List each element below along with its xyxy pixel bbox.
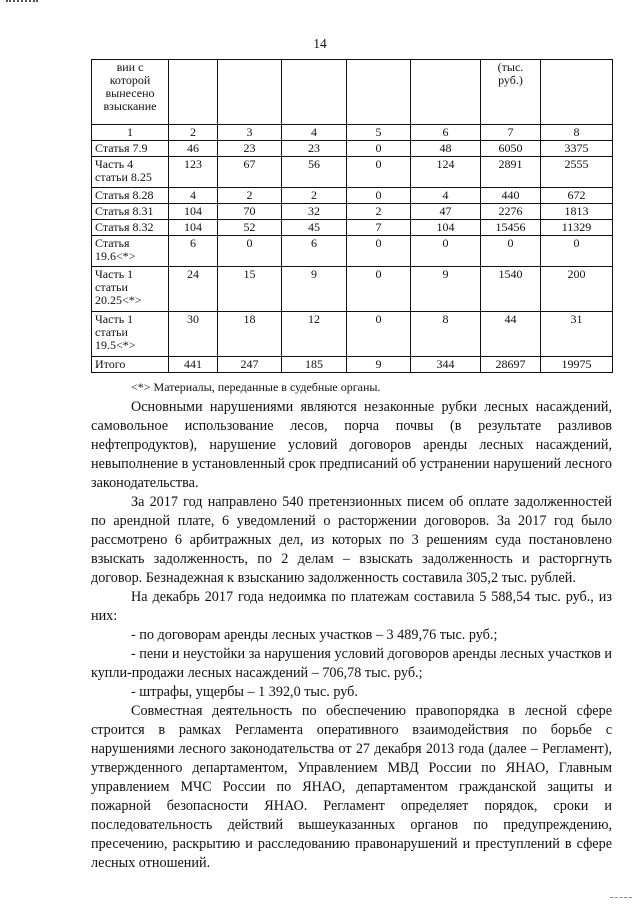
table-cell: 2	[218, 188, 282, 204]
table-cell: 2	[282, 188, 347, 204]
column-number: 5	[347, 125, 411, 141]
row-label: Статья 8.28	[92, 188, 169, 204]
column-number: 8	[541, 125, 613, 141]
paragraph: Основными нарушениями являются незаконные рубки лесных насаждений, самовольное использование лесов, порча почвы (в результате разливов нефтепродуктов), нарушение условий договоров аренды лесных насаждений, невыполнение в установленный срок предписаний об устранении нарушений лесного законодательства.	[91, 399, 612, 491]
table-cell: 104	[411, 220, 481, 236]
row-label: Часть 1 статьи 20.25<*>	[92, 267, 169, 312]
header-cell	[541, 60, 613, 125]
table-cell: 0	[541, 236, 613, 267]
column-number-row	[92, 125, 613, 141]
table-cell: 9	[411, 267, 481, 312]
table-cell: 344	[411, 357, 481, 373]
table-cell: 0	[481, 236, 541, 267]
row-label: Статья 8.31	[92, 204, 169, 220]
row-label: Статья 19.6<*>	[92, 236, 169, 267]
table-cell: 6050	[481, 141, 541, 157]
table-header-row	[92, 60, 613, 125]
row-label: Статья 7.9	[92, 141, 169, 157]
header-cell-unit: (тыс. руб.)	[481, 60, 541, 125]
table-cell: 0	[347, 157, 411, 188]
scan-artifact	[610, 897, 632, 899]
table-cell: 0	[218, 236, 282, 267]
header-cell	[169, 60, 218, 125]
table-cell: 3375	[541, 141, 613, 157]
table-cell: 9	[282, 267, 347, 312]
table-cell: 6	[169, 236, 218, 267]
table-cell: 15	[218, 267, 282, 312]
table-cell: 44	[481, 312, 541, 357]
table-cell: 30	[169, 312, 218, 357]
table-cell: 2	[347, 204, 411, 220]
row-label: Часть 1 статьи 19.5<*>	[92, 312, 169, 357]
table-cell: 19975	[541, 357, 613, 373]
page-number: 14	[313, 36, 327, 51]
table-row	[92, 267, 613, 312]
paragraph: За 2017 год направлено 540 претензионных писем об оплате задолженностей по арендной плате, 6 уведомлений о расторжении договоров. За 2017 год было рассмотрено 6 арбитражных дел, из которых по 3 решениям суда постановлено взыскать задолженность, по 2 делам – взыскать задолженность и расторгнуть договор. Безнадежная к взысканию задолженность составила 305,2 тыс. рублей.	[91, 494, 612, 586]
table-row	[92, 141, 613, 157]
table-row	[92, 357, 613, 373]
paragraph: Совместная деятельность по обеспечению правопорядка в лесной сфере строится в рамках Регламента оперативного взаимодействия по борьбе с нарушениями лесного законодательства от 27 декабря 2013 года (далее – Регламент), утвержденного департаментом, Управлением МВД России по ЯНАО, Главным управлением МЧС России по ЯНАО, департаментом гражданской защиты и пожарной безопасности ЯНАО. Регламент определяет порядок, сроки и последовательность действий вышеуказанных органов по предупреждению, пресечению, раскрытию и расследованию правонарушений и преступлений в сфере лесных отношений.	[91, 703, 612, 871]
table-row	[92, 157, 613, 188]
table-cell: 2891	[481, 157, 541, 188]
table-cell: 56	[282, 157, 347, 188]
table-cell: 104	[169, 220, 218, 236]
column-number: 1	[92, 125, 169, 141]
table-cell: 52	[218, 220, 282, 236]
body-text	[91, 398, 612, 873]
table-cell: 441	[169, 357, 218, 373]
table-cell: 8	[411, 312, 481, 357]
table-cell: 124	[411, 157, 481, 188]
table-cell: 28697	[481, 357, 541, 373]
table-row	[92, 236, 613, 267]
table-cell: 18	[218, 312, 282, 357]
table-cell: 247	[218, 357, 282, 373]
table-cell: 23	[218, 141, 282, 157]
table-cell: 48	[411, 141, 481, 157]
table-cell: 672	[541, 188, 613, 204]
table-cell: 104	[169, 204, 218, 220]
table-cell: 24	[169, 267, 218, 312]
table-cell: 45	[282, 220, 347, 236]
header-cell	[218, 60, 282, 125]
header-cell	[282, 60, 347, 125]
header-cell-first: вии с которой вынесено взыскание	[92, 60, 169, 125]
table-cell: 4	[411, 188, 481, 204]
table-cell: 2276	[481, 204, 541, 220]
table-cell: 12	[282, 312, 347, 357]
table-cell: 7	[347, 220, 411, 236]
column-number: 6	[411, 125, 481, 141]
table-cell: 70	[218, 204, 282, 220]
statistics-table	[91, 59, 613, 373]
table-cell: 1813	[541, 204, 613, 220]
table-row	[92, 188, 613, 204]
list-item: - по договорам аренды лесных участков – 3 489,76 тыс. руб.;	[131, 627, 498, 643]
table-cell: 15456	[481, 220, 541, 236]
table-row	[92, 312, 613, 357]
header-cell	[411, 60, 481, 125]
paragraph: На декабрь 2017 года недоимка по платежам составила 5 588,54 тыс. руб., из них:	[91, 589, 612, 624]
table-cell: 200	[541, 267, 613, 312]
row-label: Часть 4 статьи 8.25	[92, 157, 169, 188]
table-cell: 0	[411, 236, 481, 267]
table-row	[92, 204, 613, 220]
table-row	[92, 220, 613, 236]
table-cell: 185	[282, 357, 347, 373]
table-cell: 0	[347, 188, 411, 204]
row-label: Итого	[92, 357, 169, 373]
table-cell: 9	[347, 357, 411, 373]
table-cell: 32	[282, 204, 347, 220]
table-cell: 1540	[481, 267, 541, 312]
row-label: Статья 8.32	[92, 220, 169, 236]
table-cell: 6	[282, 236, 347, 267]
table-cell: 123	[169, 157, 218, 188]
table-cell: 0	[347, 267, 411, 312]
table-cell: 23	[282, 141, 347, 157]
table-cell: 46	[169, 141, 218, 157]
list-item: - пени и неустойки за нарушения условий договоров аренды лесных участков и купли-продажи лесных насаждений – 706,78 тыс. руб.;	[91, 646, 613, 681]
column-number: 2	[169, 125, 218, 141]
scan-artifact	[6, 0, 38, 4]
table-cell: 2555	[541, 157, 613, 188]
column-number: 3	[218, 125, 282, 141]
table-cell: 31	[541, 312, 613, 357]
header-cell	[347, 60, 411, 125]
table-cell: 0	[347, 312, 411, 357]
table-cell: 4	[169, 188, 218, 204]
column-number: 4	[282, 125, 347, 141]
table-cell: 0	[347, 236, 411, 267]
column-number: 7	[481, 125, 541, 141]
table-cell: 440	[481, 188, 541, 204]
table-cell: 0	[347, 141, 411, 157]
table-cell: 47	[411, 204, 481, 220]
table-footnote: <*> Материалы, переданные в судебные органы.	[131, 380, 381, 394]
table-cell: 67	[218, 157, 282, 188]
list-item: - штрафы, ущербы – 1 392,0 тыс. руб.	[131, 684, 358, 700]
table-cell: 11329	[541, 220, 613, 236]
